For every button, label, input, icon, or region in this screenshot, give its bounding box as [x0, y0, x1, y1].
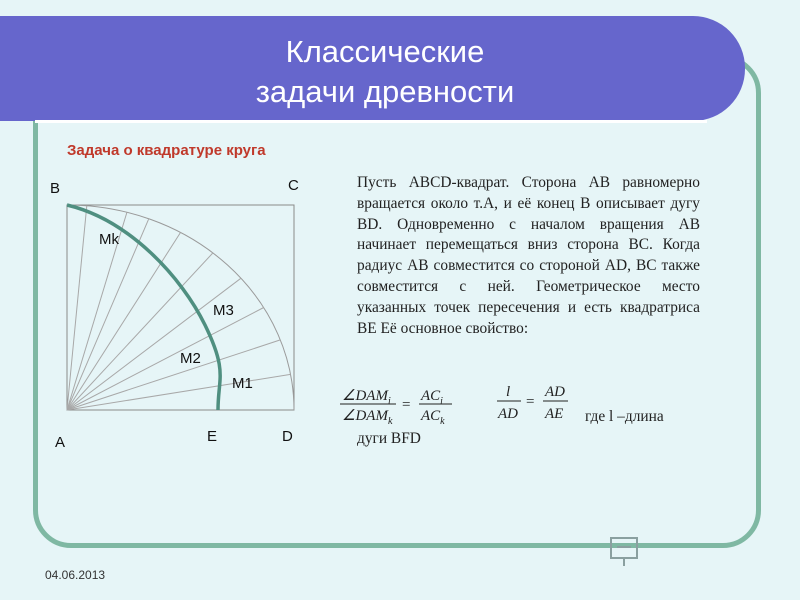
- formula1-rhs-num-sub: i: [440, 396, 443, 407]
- formula2-lhs-den: AD: [498, 406, 518, 422]
- slide-date: 04.06.2013: [45, 568, 106, 582]
- formula2-lhs-num: l: [506, 384, 511, 400]
- formula-angle-ratio: [340, 388, 452, 427]
- formula1-lhs-den: ∠DAM: [342, 408, 388, 424]
- svg-text:ACk: [420, 408, 445, 427]
- formula-length-ratio: [497, 384, 568, 422]
- formula1-lhs-num: ∠DAM: [342, 388, 388, 404]
- formula2-eq: =: [526, 394, 535, 410]
- point-label-e: E: [207, 428, 218, 445]
- slide-subtitle: Задача о квадратуре круга: [67, 142, 266, 159]
- problem-description: Пусть ABCD-квадрат. Сторона AB равномерно вращается около т.A, и её конец B описывает дугу BD. Одновременно с началом вращения AB начинает перемещаться вниз сторона BC. Когда радиус AB совместится со стороной AD, BC также совместится с ней. Геометрическое место указанных точек пересечения и есть квадратриса BE Её основное свойство:: [357, 174, 700, 337]
- formula1-lhs-num-sub: i: [387, 396, 391, 407]
- formula2-rhs-num: AD: [545, 384, 565, 400]
- arc-length-note: где l –длина: [585, 408, 664, 425]
- svg-text:∠DAMk: [342, 408, 393, 427]
- point-label-c: C: [288, 177, 299, 194]
- point-label-a: A: [55, 434, 66, 451]
- title-line-1: Классические: [285, 34, 485, 69]
- title-line-2: задачи древности: [255, 74, 515, 109]
- point-label-m1: M1: [232, 375, 253, 392]
- point-label-m2: M2: [180, 350, 201, 367]
- formula2-rhs-den: AE: [545, 406, 564, 422]
- formula1-rhs-den: AC: [421, 408, 441, 424]
- point-label-mk: Mk: [99, 231, 119, 248]
- arc-length-note-cont: дуги BFD: [357, 430, 421, 447]
- formula1-eq: =: [402, 397, 411, 413]
- point-label-m3: M3: [213, 302, 234, 319]
- formula1-lhs-den-sub: k: [387, 416, 393, 427]
- point-label-b: B: [50, 180, 61, 197]
- formula1-rhs-num: AC: [421, 388, 441, 404]
- point-label-d: D: [282, 428, 293, 445]
- formula1-rhs-den-sub: k: [440, 416, 445, 427]
